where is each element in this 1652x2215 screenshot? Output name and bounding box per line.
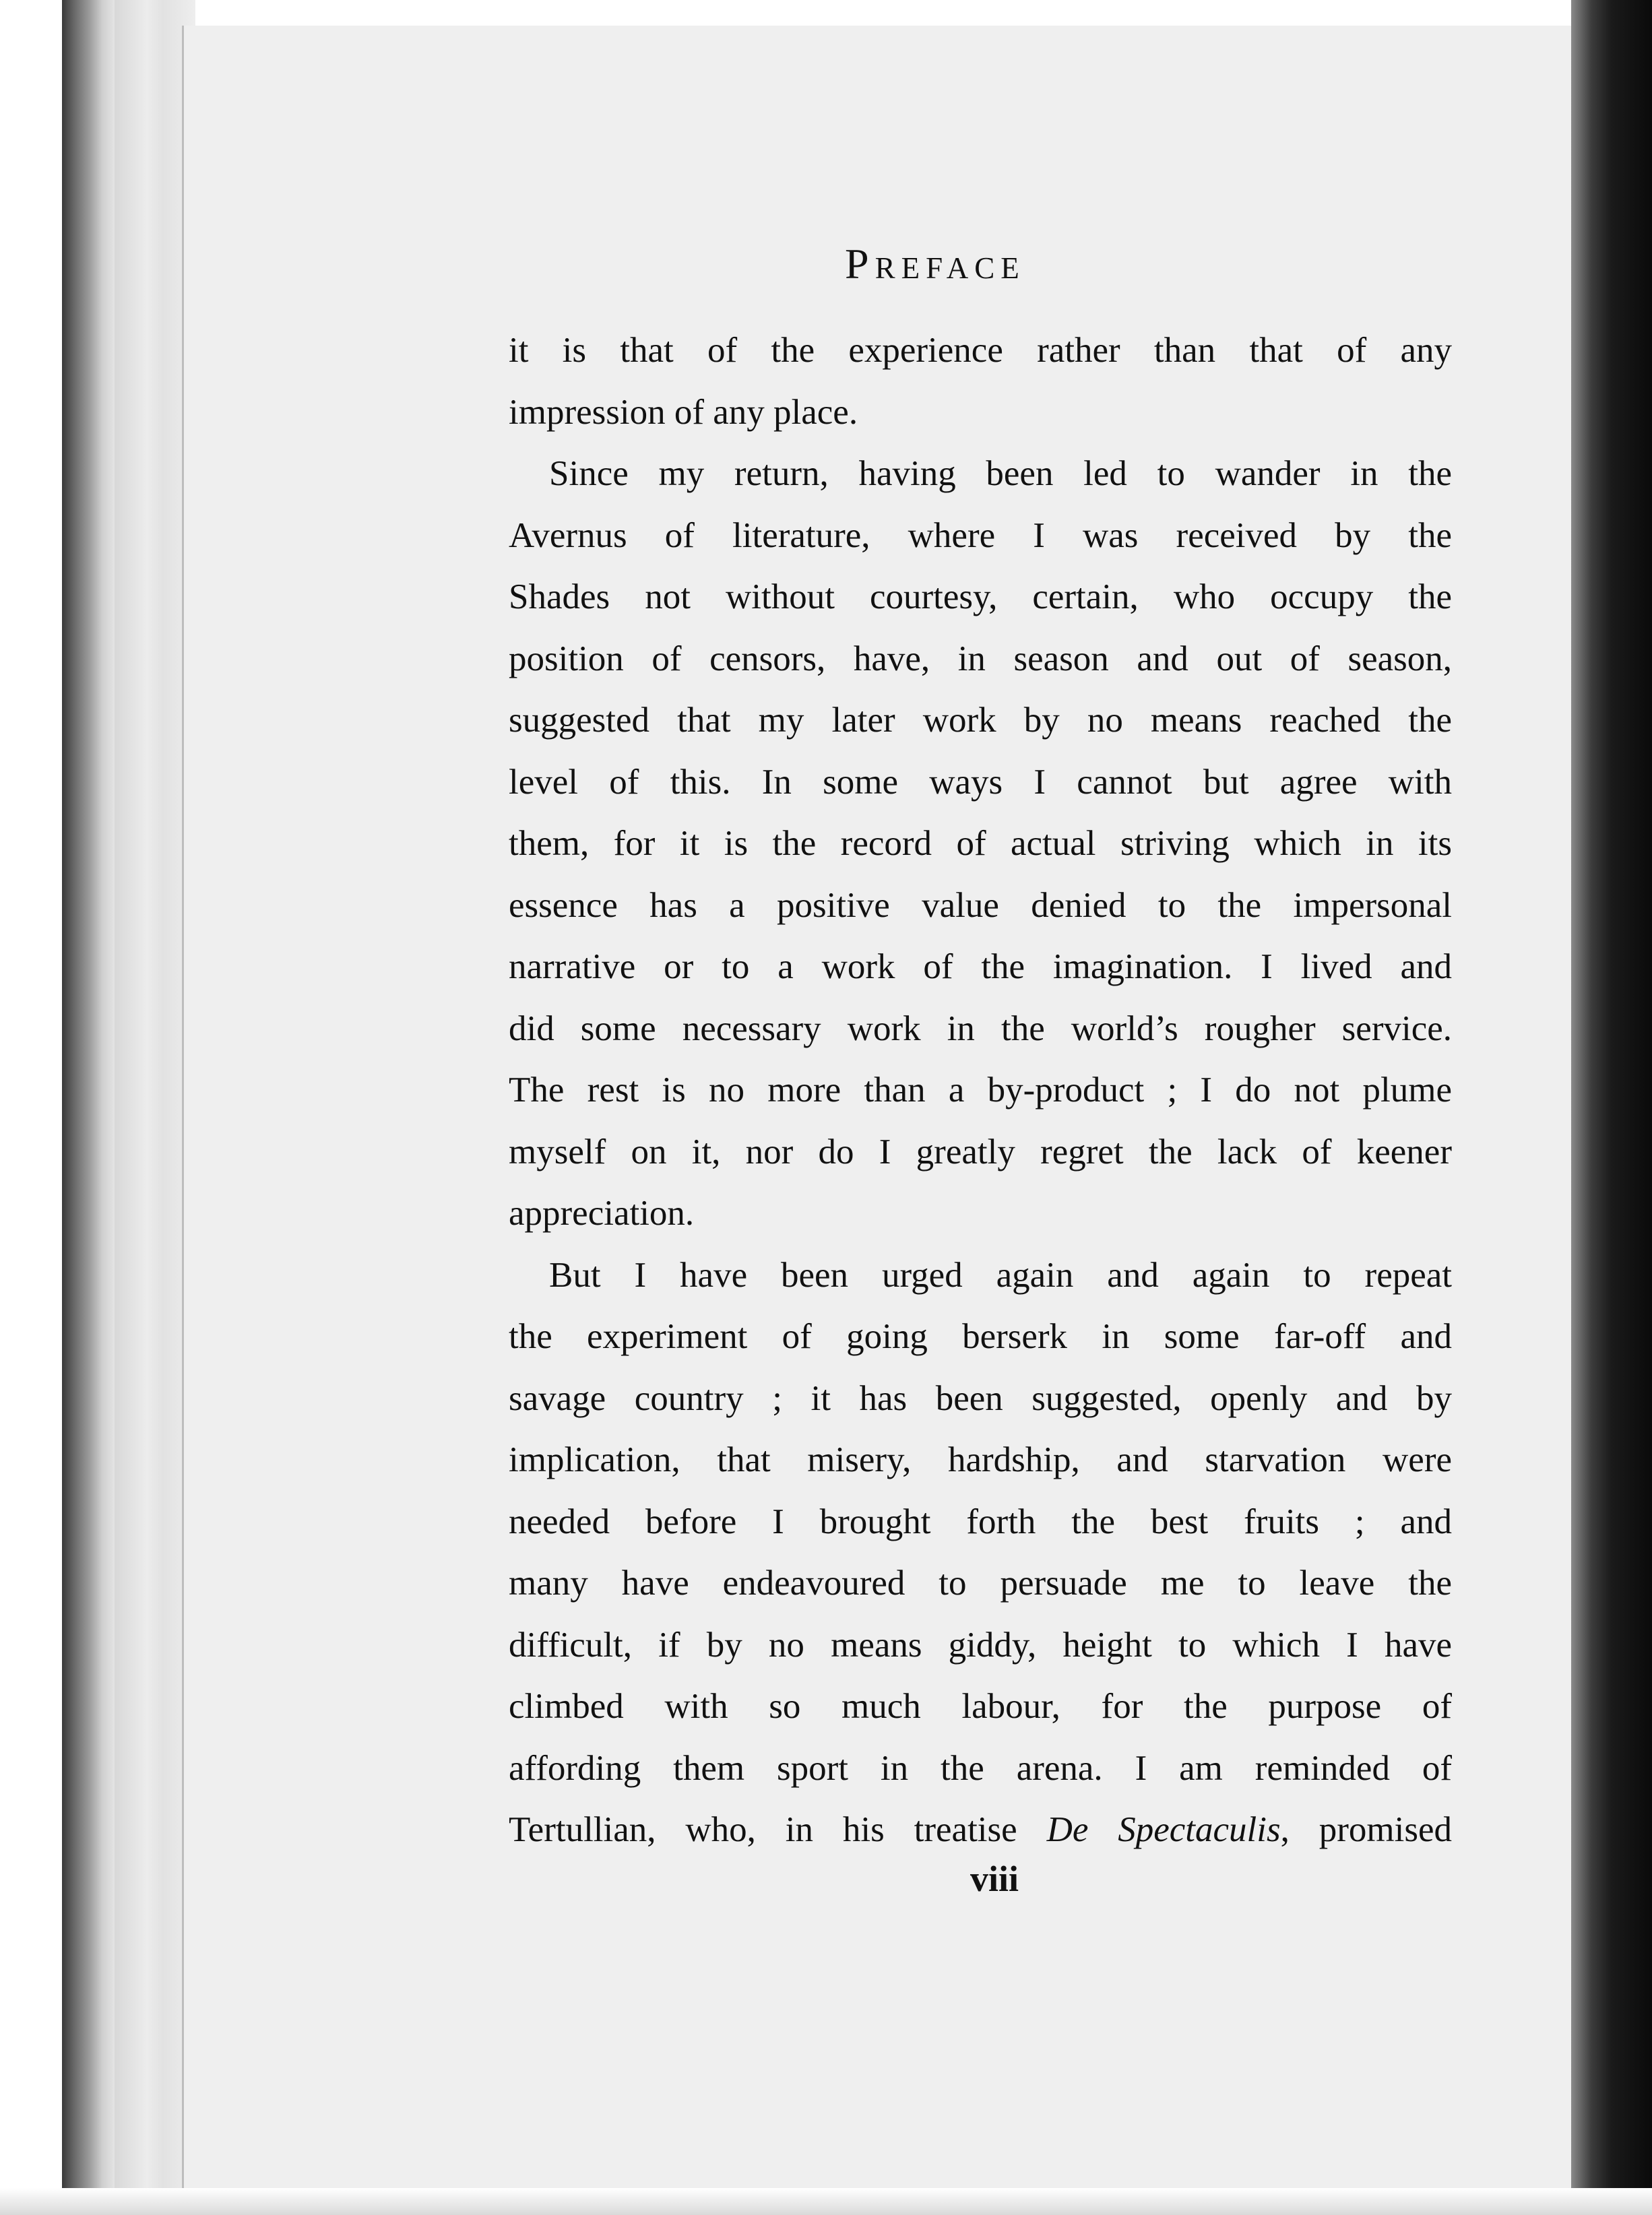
text-line: implication, that misery, hardship, and starvation were	[509, 1440, 1452, 1479]
scan-bottom-edge	[0, 2188, 1652, 2215]
text-line: essence has a positive value denied to the impersonal	[509, 885, 1452, 925]
text-line: it is that of the experience rather than that of any	[509, 331, 1452, 370]
text-line: climbed with so much labour, for the purpose of	[509, 1687, 1452, 1726]
text-line: narrative or to a work of the imagination. I lived and	[509, 947, 1452, 986]
text-segment: , promised	[1280, 1810, 1453, 1849]
text-line-with-italic-title	[509, 1799, 1452, 1861]
text-line: many have endeavoured to persuade me to leave the	[509, 1564, 1452, 1603]
text-line: savage country ; it has been suggested, openly and by	[509, 1378, 1452, 1418]
text-line: Shades not without courtesy, certain, who occupy the	[509, 577, 1452, 616]
text-line: impression of any place.	[509, 392, 858, 432]
text-line: needed before I brought forth the best fruits ; and	[509, 1502, 1452, 1541]
text-line: affording them sport in the arena. I am reminded of	[509, 1748, 1452, 1788]
text-line: them, for it is the record of actual striving which in its	[509, 824, 1452, 863]
running-header: Preface	[845, 240, 1025, 288]
text-line: the experiment of going berserk in some far-off and	[509, 1317, 1452, 1356]
text-line: appreciation.	[509, 1194, 695, 1233]
book-binding-shadow	[62, 0, 116, 2215]
book-spine-shadow	[1571, 0, 1652, 2215]
page-number: viii	[970, 1859, 1019, 1899]
text-line: The rest is no more than a by-product ; I do not plume	[509, 1070, 1452, 1110]
text-line: But I have been urged again and again to repeat	[549, 1255, 1452, 1295]
text-line: suggested that my later work by no means reached the	[509, 701, 1452, 740]
text-segment: Tertullian, who, in his treatise	[509, 1810, 1047, 1849]
body-text	[509, 320, 1452, 1861]
text-line: did some necessary work in the world’s rougher service.	[509, 1008, 1452, 1048]
text-line: position of censors, have, in season and out of season,	[509, 639, 1452, 678]
text-line: difficult, if by no means giddy, height to which I have	[509, 1625, 1452, 1665]
text-line: myself on it, nor do I greatly regret the lack of keener	[509, 1132, 1452, 1171]
text-line: level of this. In some ways I cannot but agree with	[509, 762, 1452, 802]
text-line: Avernus of literature, where I was received by the	[509, 515, 1452, 555]
text-line: Since my return, having been led to wander in the	[549, 454, 1452, 493]
italic-work-title: De Spectaculis	[1046, 1810, 1281, 1849]
